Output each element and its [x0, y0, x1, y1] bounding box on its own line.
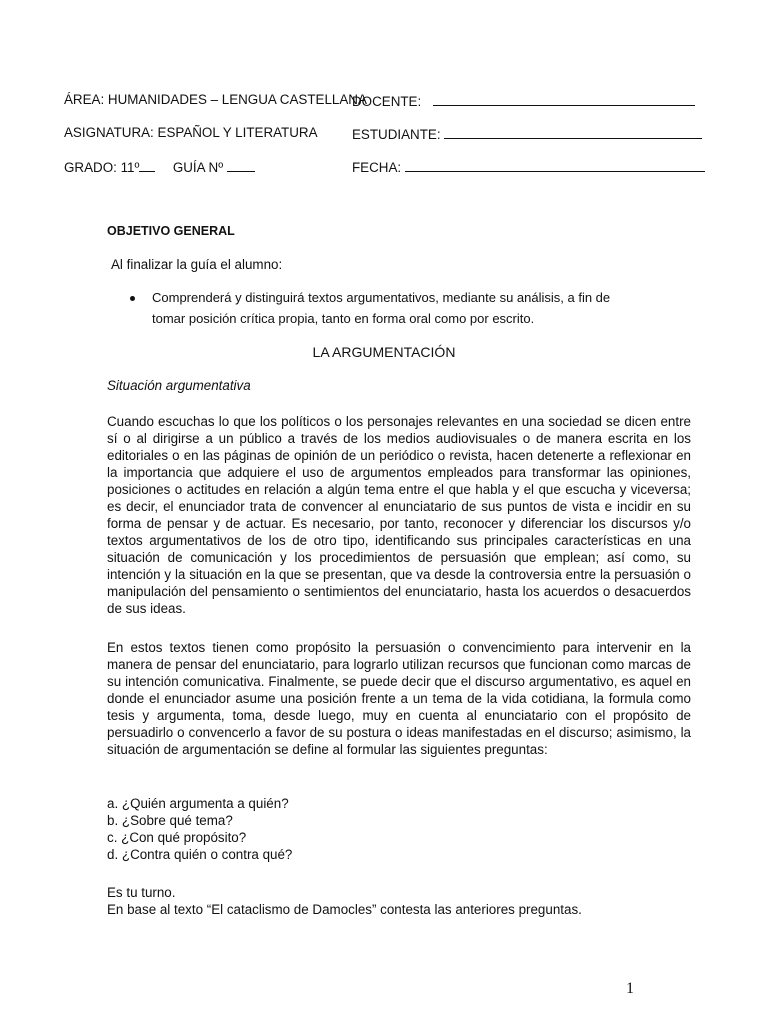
page-title: LA ARGUMENTACIÓN: [312, 344, 456, 360]
grado-blank: [139, 158, 155, 172]
bullet-icon: [130, 296, 135, 301]
guia-blank: [227, 158, 255, 172]
grado-value: 11º: [120, 160, 140, 175]
asignatura-value: ESPAÑOL Y LITERATURA: [157, 125, 318, 140]
area-label: ÁREA:: [64, 92, 105, 107]
grado-field: [64, 158, 255, 175]
turn-text: En base al texto “El cataclismo de Damocles” contesta las anteriores preguntas.: [107, 902, 582, 917]
objective-heading: OBJETIVO GENERAL: [107, 224, 235, 238]
paragraph-1: Cuando escuchas lo que los políticos o los personajes relevantes en una sociedad se dicen entre sí o al dirigirse a un público a través de los medios audiovisuales o de manera escrita en los editoriales o en las páginas de opinión de un periódico o revista, hacen detenerte a reflexionar en la importancia que adquiere el uso de argumentos empleados para transformar las opiniones, posiciones o actitudes en relación a algún tema entre el que habla y el que escucha y viceversa; es decir, el enunciador trata de convencer al enunciatario de sus puntos de vista e incidir en su forma de pensar y de actuar. Es necesario, por tanto, reconocer y diferenciar los discursos y/o textos argumentativos de los de otro tipo, identificando sus principales características en una situación de comunicación y los procedimientos de persuasión que emplean; así como, su intención y la situación en la que se presentan, que va desde la controversia entre la persuasión o manipulación del pensamiento o sentimientos del enunciatario, hasta los acuerdos o desacuerdos de sus ideas.: [107, 414, 691, 616]
turn-heading: Es tu turno.: [107, 885, 176, 900]
docente-blank: [433, 92, 695, 106]
estudiante-blank: [444, 125, 702, 139]
docente-field: [352, 92, 695, 109]
header-row-asignatura: [64, 125, 704, 145]
asignatura-label: ASIGNATURA:: [64, 125, 154, 140]
guia-label: GUÍA Nº: [172, 160, 224, 175]
estudiante-field: [352, 125, 702, 142]
grado-label: GRADO:: [64, 160, 117, 175]
area-field: [64, 92, 367, 107]
page-number: 1: [626, 980, 634, 997]
asignatura-field: [64, 125, 318, 140]
header-row-grado: [64, 158, 704, 178]
objective-bullet-line2: tomar posición crítica propia, tanto en forma oral como por escrito.: [152, 311, 535, 326]
question-a: a. ¿Quién argumenta a quién?: [107, 796, 289, 811]
objective-intro: Al finalizar la guía el alumno:: [111, 257, 283, 272]
question-c: c. ¿Con qué propósito?: [107, 830, 247, 845]
docente-label: DOCENTE:: [352, 94, 422, 109]
area-value: HUMANIDADES – LENGUA CASTELLANA: [107, 92, 367, 107]
question-b: b. ¿Sobre qué tema?: [107, 813, 233, 828]
header-row-area: [64, 92, 704, 112]
objective-bullet-line1: Comprenderá y distinguirá textos argumentativos, mediante su análisis, a fin de: [152, 290, 611, 305]
question-d: d. ¿Contra quién o contra qué?: [107, 847, 293, 862]
estudiante-label: ESTUDIANTE:: [352, 127, 441, 142]
fecha-label: FECHA:: [352, 160, 402, 175]
fecha-field: [352, 158, 705, 175]
paragraph-2: En estos textos tienen como propósito la persuasión o convencimiento para intervenir en la manera de pensar del enunciatario, para lograrlo utilizan recursos que funcionan como marcas de su intención comunicativa. Finalmente, se puede decir que el discurso argumentativo, es aquel en donde el enunciador asume una posición frente a un tema de la vida cotidiana, la formula como tesis y argumenta, toma, desde luego, muy en cuenta al enunciatario con el propósito de persuadirlo o convencerlo a favor de su postura o ideas manifestadas en el discurso; asimismo, la situación de argumentación se define al formular las siguientes preguntas:: [107, 640, 691, 757]
fecha-blank: [405, 158, 705, 172]
section-subtitle: Situación argumentativa: [107, 378, 251, 393]
